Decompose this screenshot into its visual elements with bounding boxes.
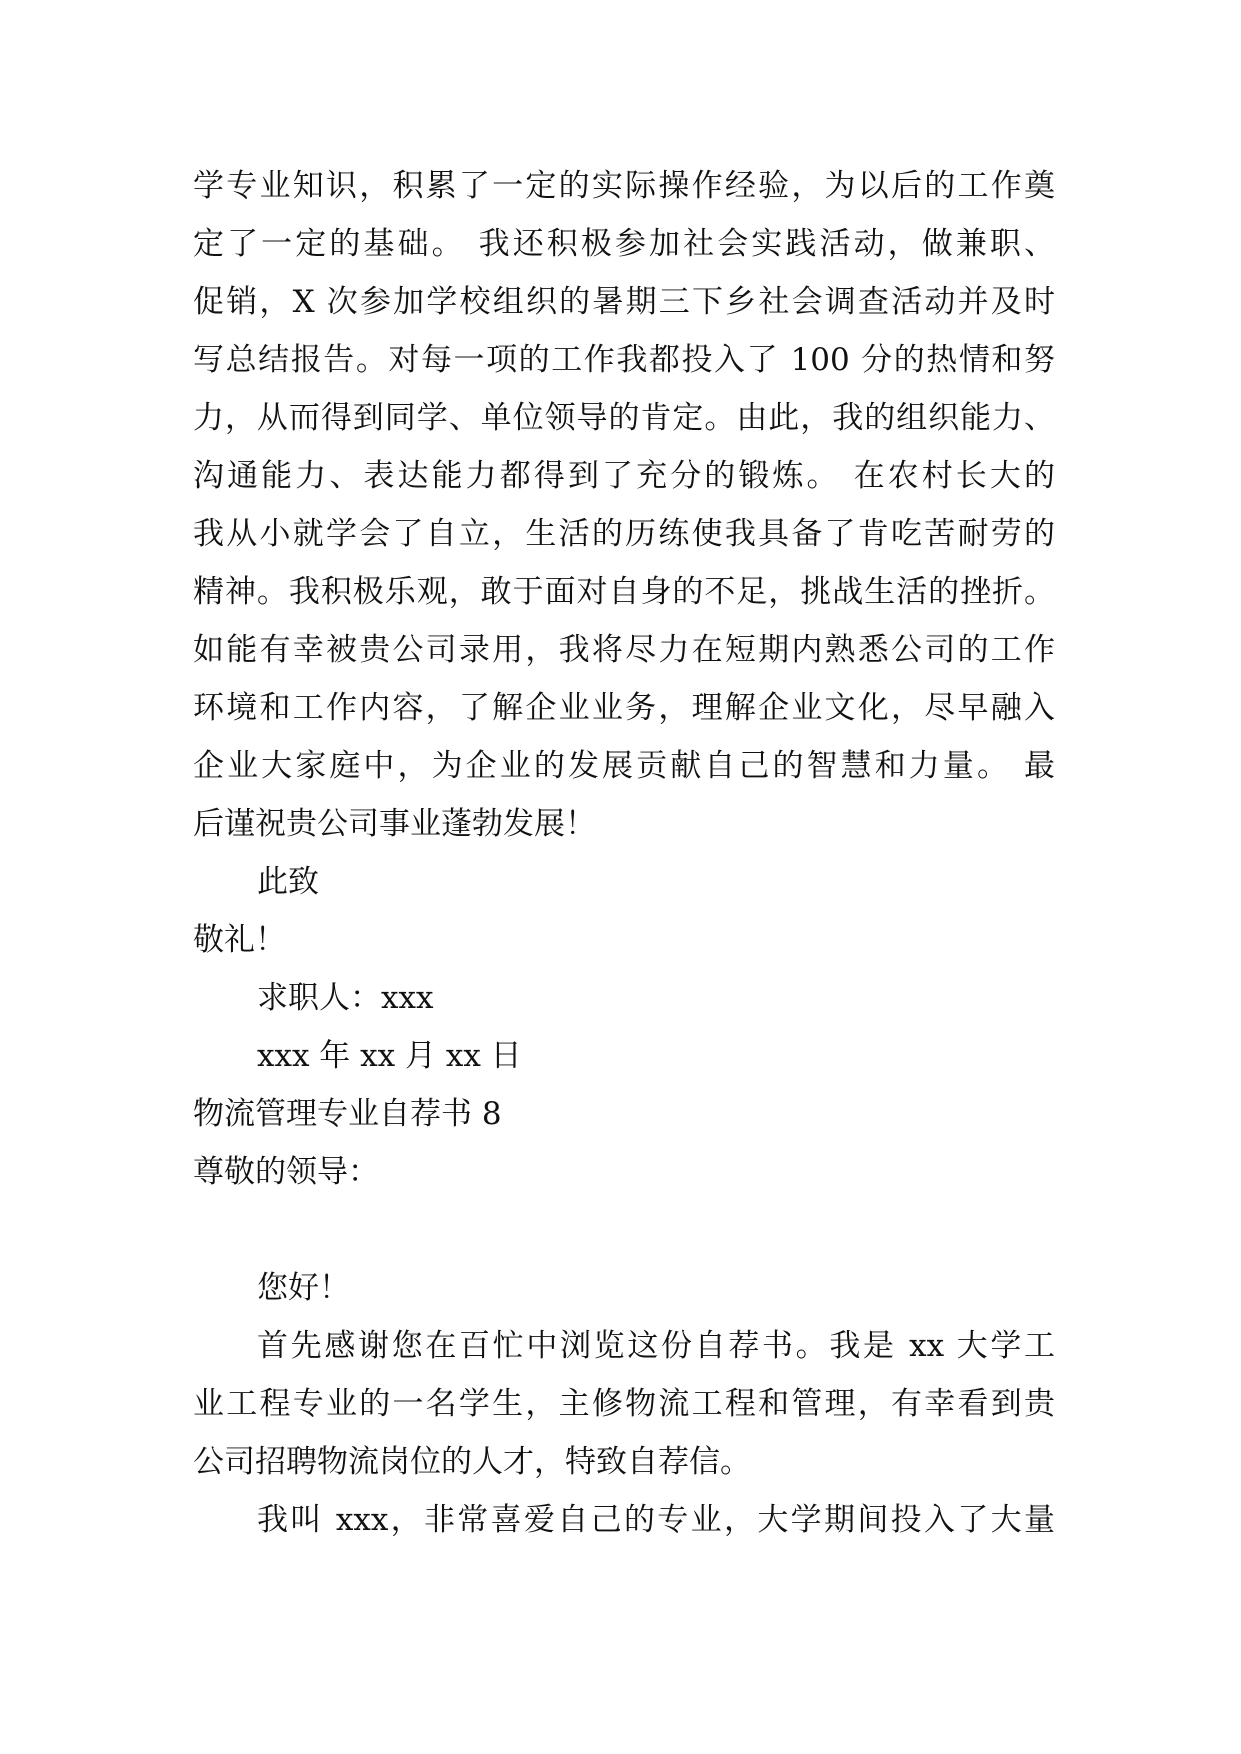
text-line: 力，从而得到同学、单位领导的肯定。由此，我的组织能力、 <box>193 400 1055 436</box>
text-line: 如能有幸被贵公司录用，我将尽力在短期内熟悉公司的工作 <box>193 632 1055 668</box>
text-line: 我叫 xxx，非常喜爱自己的专业，大学期间投入了大量 <box>257 1502 1055 1538</box>
text-line: 公司招聘物流岗位的人才，特致自荐信。 <box>193 1444 751 1480</box>
text-line: 环境和工作内容，了解企业业务，理解企业文化，尽早融入 <box>193 690 1055 726</box>
greeting-hello: 您好！ <box>257 1270 350 1306</box>
text-line: 企业大家庭中，为企业的发展贡献自己的智慧和力量。 最 <box>193 748 1055 784</box>
applicant-signature: 求职人：xxx <box>257 980 434 1016</box>
text-line: 促销，X 次参加学校组织的暑期三下乡社会调查活动并及时 <box>193 284 1055 320</box>
salutation-ci-zhi: 此致 <box>257 864 319 900</box>
text-line: 我从小就学会了自立，生活的历练使我具备了肯吃苦耐劳的 <box>193 516 1055 552</box>
greeting-recipient: 尊敬的领导： <box>193 1154 379 1190</box>
text-line: 首先感谢您在百忙中浏览这份自荐书。我是 xx 大学工 <box>257 1328 1055 1364</box>
text-line: 写总结报告。对每一项的工作我都投入了 100 分的热情和努 <box>193 342 1055 378</box>
text-line: 定了一定的基础。 我还积极参加社会实践活动，做兼职、 <box>193 226 1055 262</box>
text-line: 学专业知识，积累了一定的实际操作经验，为以后的工作奠 <box>193 168 1055 204</box>
text-line: 沟通能力、表达能力都得到了充分的锻炼。 在农村长大的 <box>193 458 1055 494</box>
salutation-jing-li: 敬礼！ <box>193 922 286 958</box>
letter-date: xxx 年 xx 月 xx 日 <box>257 1038 522 1074</box>
closing-line: 后谨祝贵公司事业蓬勃发展！ <box>193 806 596 842</box>
section-title: 物流管理专业自荐书 8 <box>193 1096 502 1132</box>
text-line: 业工程专业的一名学生，主修物流工程和管理，有幸看到贵 <box>193 1386 1055 1422</box>
text-line: 精神。我积极乐观，敢于面对自身的不足，挑战生活的挫折。 <box>193 574 1055 610</box>
